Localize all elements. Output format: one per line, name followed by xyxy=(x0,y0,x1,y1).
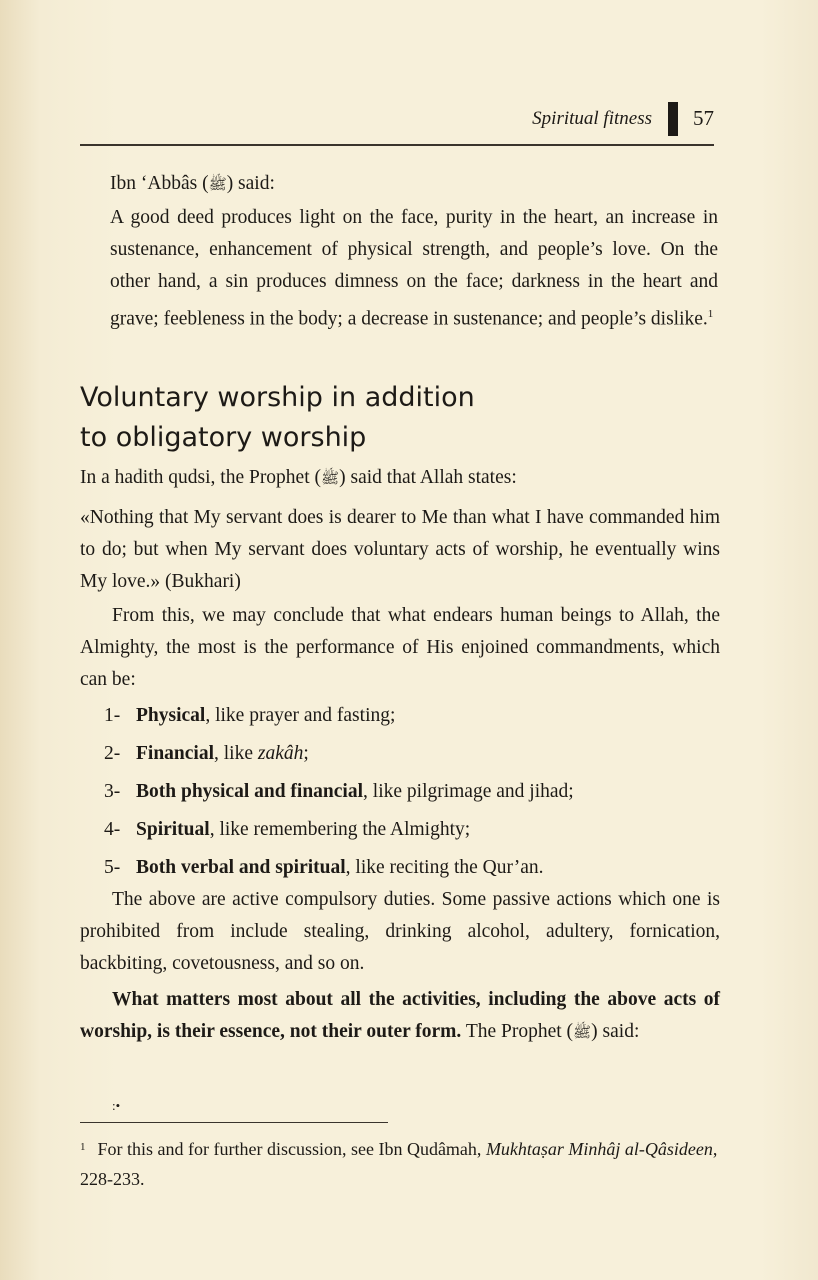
matters-bold: What matters most about all the activities, including the above acts of worship, is their essence, not their outer form. xyxy=(80,989,720,1042)
list-bold: Physical xyxy=(136,705,206,726)
intro-line xyxy=(110,168,720,201)
honorific-icon: ﷺ xyxy=(573,1025,592,1041)
list-italic: zakâh xyxy=(257,743,304,764)
list-rest: , like pilgrimage and jihad; xyxy=(363,781,574,802)
section-heading xyxy=(80,378,680,458)
footnote-text-after: , 228-233. xyxy=(80,1139,718,1189)
footnote xyxy=(80,1134,720,1194)
hadith-intro-after: ) said that Allah states: xyxy=(339,467,517,488)
honorific-icon: ﷺ xyxy=(208,177,227,193)
hadith-intro xyxy=(80,462,720,495)
matters-tail: ) said: xyxy=(591,1021,640,1042)
list-bold: Spiritual xyxy=(136,819,210,840)
quote-ibn-abbas xyxy=(110,202,718,336)
header-rule xyxy=(80,144,714,146)
running-title: Spiritual fitness xyxy=(532,108,652,129)
footnote-number: 1 xyxy=(80,1141,86,1153)
list-number: 5- xyxy=(104,857,121,878)
list-number: 1- xyxy=(104,705,121,726)
list-item xyxy=(104,814,724,852)
list-bold: Financial xyxy=(136,743,215,764)
running-header xyxy=(80,100,714,144)
hadith-intro-before: In a hadith qudsi, the Prophet ( xyxy=(80,467,321,488)
footnote-ref: 1 xyxy=(707,308,714,320)
list-item xyxy=(104,700,724,738)
conclusion-paragraph: From this, we may conclude that what endears human beings to Allah, the Almighty, the most is the performance of His enjoined commandments, which can be: xyxy=(80,605,720,690)
header-bar xyxy=(668,102,678,136)
passive-paragraph: The above are active compulsory duties. Some passive actions which one is prohibited from include stealing, drinking alcohol, adultery, fornication, backbiting, covetousness, and so on. xyxy=(80,889,720,974)
footnote-text-before: For this and for further discussion, see Ibn Qudâmah, xyxy=(97,1139,486,1159)
matters-paragraph xyxy=(80,984,720,1049)
hadith-quote: «Nothing that My servant does is dearer to Me than what I have commanded him to do; but when My servant does voluntary acts of worship, he eventually wins My love.» (Bukhari) xyxy=(80,507,720,592)
honorific-icon: ﷺ xyxy=(321,471,340,487)
list-rest: , like xyxy=(214,743,258,764)
heading-line-1: Voluntary worship in addition xyxy=(80,382,475,413)
footnote-title: Mukhtaṣar Minhâj al-Qâsideen xyxy=(485,1139,713,1159)
list-rest: , like remembering the Almighty; xyxy=(209,819,471,840)
footnote-rule xyxy=(80,1122,388,1123)
quote1-text: A good deed produces light on the face, purity in the heart, an increase in sustenance, enhancement of physical strength, and people’s love. On the other hand, a sin produces dimness on the face; darkness in the heart and grave; feebleness in the body; a decrease in sustenance; and people’s dislike. xyxy=(110,207,718,330)
list-bold: Both verbal and spiritual xyxy=(136,857,346,878)
list-rest: , like reciting the Qur’an. xyxy=(345,857,544,878)
intro-speaker: Ibn ‘Abbâs ( xyxy=(110,173,209,194)
list-number: 2- xyxy=(104,743,121,764)
commandments-list xyxy=(104,700,724,890)
list-item xyxy=(104,776,724,814)
footnote-mark: :• xyxy=(112,1098,121,1113)
list-number: 3- xyxy=(104,781,121,802)
page-number: 57 xyxy=(693,106,714,130)
list-tail: ; xyxy=(303,743,309,764)
heading-line-2: to obligatory worship xyxy=(80,422,367,453)
list-bold: Both physical and financial xyxy=(136,781,364,802)
list-rest: , like prayer and fasting; xyxy=(205,705,396,726)
intro-said: ) said: xyxy=(226,173,275,194)
list-item xyxy=(104,738,724,776)
list-number: 4- xyxy=(104,819,121,840)
matters-rest: The Prophet ( xyxy=(461,1021,574,1042)
